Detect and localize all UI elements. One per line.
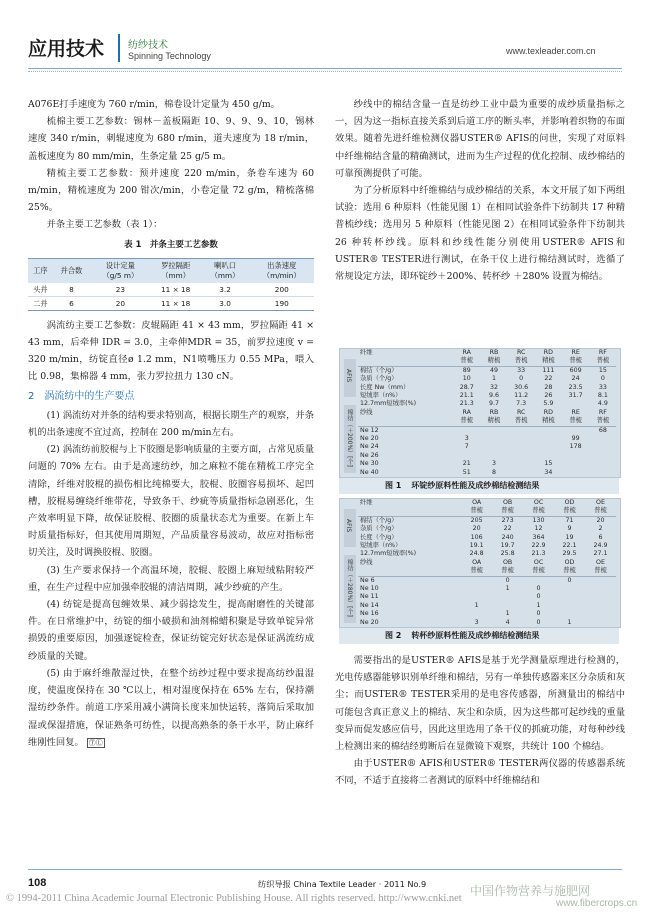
table-header: 设计定量 （g/5 m） [90, 258, 151, 283]
figure-table-row [358, 602, 616, 610]
figure-table-cell: 普梳 [590, 417, 616, 426]
table-cell: 3.2 [201, 283, 250, 297]
figure-table-row [358, 409, 616, 417]
figure-table-cell: 9.7 [488, 400, 499, 408]
figure-table-cell [554, 585, 585, 593]
figure-table-cell: RD [543, 349, 554, 356]
figure-table-cell [585, 610, 616, 618]
watermark: 中国作物营养与施肥网 [470, 884, 591, 898]
table-cell: 头并 [28, 283, 53, 297]
figure-table-cell: 22 [544, 375, 553, 383]
figure-table-cell: 普梳 [554, 567, 585, 576]
header-dotted-rule [28, 71, 622, 72]
paragraph: (4) 纺锭是提高包缠效果、减少弱捻发生，提高耐磨性的关键部件。在日常维护中，纺锭的细小破损和油剂棉蜡积聚是导致单锭异常损毁的重要原因，加强逐锭检查，保证纺锭完好状态是保证涡流纺成纱质量的关键。 [28, 599, 314, 662]
figure-table-row [358, 375, 616, 383]
figure-table-cell [585, 576, 616, 585]
figure-table-cell: 普梳 [561, 417, 589, 426]
figure-table-cell: 精梳 [535, 417, 561, 426]
figure-table-cell: 普梳 [554, 507, 585, 516]
figure-table-cell: Ne 16 [360, 610, 379, 618]
figure-table-cell: 杂质（个/g） [360, 525, 398, 533]
table-cell: 11 × 18 [151, 283, 201, 297]
figure-table-row [358, 435, 616, 443]
figure-table-row [358, 507, 616, 516]
figure-table-cell [461, 593, 492, 601]
figure-table-row [358, 525, 616, 533]
figure-table-cell [561, 460, 589, 468]
figure-table-row [358, 534, 616, 542]
figure-table-row [358, 619, 616, 627]
paragraph: (2) 涡流纺前胶棍与上下胶圈是影响质量的主要方面，占常见质量问题的 70% 左右。由于是高速纺纱，加之麻粒不能在精梳工序完全清除，纤维对胶棍的损伤相比纯棉要大，胶棍、胶圈容易损坏、起凹槽，胶棍易缠绕纤维带花，导致条干、纱疵等质量指标急剧恶化，生产效率明显下降，故保证胶棍、胶圈的质量状态尤为重要。在新上车时质量指标好，但其使用周期短，产品质量容易波动，故应对指标密切关注，及时调换胶棍、胶圈。 [28, 444, 314, 559]
figure-table-cell: 9.6 [488, 392, 499, 400]
figure-table-cell: 0 [505, 576, 510, 584]
table-cell: 11 × 18 [151, 296, 201, 310]
figure-table-cell: 精梳 [481, 357, 507, 366]
figure-table-cell: 24 [571, 375, 580, 383]
figure-table-cell: RB [489, 349, 499, 356]
figure-table-row [358, 469, 616, 477]
table-header: 罗拉隔距 （mm） [151, 258, 201, 283]
figure-table-cell: RA [462, 349, 471, 356]
figure-caption-text: 环锭纱原料性能及成纱棉结检测结果 [411, 481, 540, 490]
figure-table-cell: 普梳 [523, 507, 554, 516]
figure-table-cell: 106 [470, 533, 483, 541]
figure-table-cell: 49 [489, 366, 498, 374]
column-title-cn: 纺纱技术 [128, 40, 168, 51]
figure-table-cell: 30.6 [514, 383, 529, 391]
table-cell: 200 [250, 283, 314, 297]
figure-number: 图 2 [385, 631, 402, 640]
paragraph: 并条主要工艺参数（表 1）： [46, 219, 163, 231]
figure-table-cell: OA [472, 499, 482, 506]
figure-table-cell [507, 443, 535, 451]
figure-table-cell: 25.8 [500, 550, 515, 558]
figure-table-cell: Ne 26 [360, 451, 379, 459]
table-header: 工序 [28, 258, 53, 283]
figure-table-cell [561, 426, 589, 435]
figure-table-cell: 33 [517, 366, 526, 374]
figure-table-cell [523, 576, 554, 585]
figure-table-cell [461, 576, 492, 585]
figure-table-row [358, 576, 616, 585]
figure-table-cell [554, 610, 585, 618]
figure-table-cell [535, 452, 561, 460]
figure-table-cell: 3 [474, 618, 479, 626]
figure-number: 图 1 [385, 481, 402, 490]
footer-rule [28, 869, 622, 870]
figure-table-row [358, 610, 616, 618]
figure-table-cell [585, 585, 616, 593]
figure-table-cell: 普梳 [461, 567, 492, 576]
figure-table-cell: 178 [569, 443, 582, 451]
figure-table-cell: 普梳 [492, 507, 523, 516]
figure-table-cell: 29.5 [562, 550, 577, 558]
table-header: 并合数 [53, 258, 90, 283]
figure-table-cell [561, 400, 589, 408]
figure-table-row [358, 426, 616, 435]
figure-table-cell [590, 452, 616, 460]
figure-table-cell: RF [598, 349, 607, 356]
figure-table-cell: 12.7mm短绒率(%) [360, 400, 417, 408]
figure-table-cell: 3 [464, 435, 469, 443]
figure-1-table [358, 349, 616, 478]
figure-table-cell: 21 [462, 460, 471, 468]
figure-table-cell: Ne 12 [360, 426, 379, 434]
figure-table-cell: 长度（个/g） [360, 533, 398, 541]
figure-table-cell: 130 [532, 516, 545, 524]
yarn-band-label: 棉结（＋280%）[个] [346, 559, 353, 617]
figure-table-cell [481, 443, 507, 451]
figure-table-cell: 普梳 [585, 567, 616, 576]
figure-table-cell: 31.7 [568, 392, 583, 400]
figure-table-cell: 杂质（个/g） [360, 375, 398, 383]
figure-table-cell: 7.3 [516, 400, 527, 408]
figure-table-cell: RE [571, 408, 580, 416]
figure-table-cell [590, 443, 616, 451]
figure-table-row [358, 499, 616, 507]
figure-table-cell [461, 585, 492, 593]
afis-band-label: AFIS [345, 519, 352, 533]
figure-1 [339, 348, 621, 478]
figure-table-cell: 51 [462, 468, 471, 476]
figure-table-cell: 普梳 [561, 357, 589, 366]
figure-table-cell: OE [596, 558, 605, 566]
figure-table-cell: 68 [598, 426, 607, 434]
figure-2-table [358, 499, 616, 628]
figure-table-cell [507, 435, 535, 443]
figure-table-cell [554, 602, 585, 610]
figure-table-cell: 4 [505, 618, 510, 626]
figure-table-cell: 1 [505, 585, 510, 593]
figure-table-cell: 普梳 [523, 567, 554, 576]
figure-table-cell: Ne 20 [360, 435, 379, 443]
figure-table-cell: 普梳 [590, 357, 616, 366]
table-cell: 190 [250, 296, 314, 310]
figure-table-cell: 99 [571, 435, 580, 443]
figure-table-cell: Ne 14 [360, 601, 379, 609]
figure-table-cell: 纱线 [360, 558, 373, 566]
figure-table-cell: 27.1 [593, 550, 608, 558]
table-cell: 二并 [28, 296, 53, 310]
figure-table-cell: 1 [505, 610, 510, 618]
figure-table-cell: OB [502, 499, 513, 506]
figure-table-cell: 纱线 [360, 408, 373, 416]
figure-table-cell: Ne 20 [360, 618, 379, 626]
table-row [28, 283, 314, 297]
figure-table-cell: 19 [565, 533, 574, 541]
figure-table-cell [492, 593, 523, 601]
figure-table-cell: 32 [489, 383, 498, 391]
table-cell: 3.0 [201, 296, 250, 310]
figure-table-cell [481, 452, 507, 460]
figure-table-cell: 28.7 [459, 383, 474, 391]
figure-table-cell: 棉结（个/g） [360, 366, 398, 374]
figure-table-cell: 20 [596, 516, 605, 524]
figure-table-cell: OE [596, 499, 605, 506]
watermark-url: www.fibercrops.cn [556, 898, 638, 909]
figure-table-cell: 21.1 [459, 392, 474, 400]
figure-table-cell: 0 [600, 375, 605, 383]
figure-table-cell: 棉结（个/g） [360, 516, 398, 524]
figure-table-cell: 11.2 [514, 392, 529, 400]
figure-table-cell: 长度 Nw（mm） [360, 383, 410, 391]
paragraph: A076E打手速度为 760 r/min，棉卷设计定量为 450 g/m。 [28, 99, 280, 110]
paragraph: 为了分析原料中纤维棉结与成纱棉结的关系，本文开展了如下两组试验：选用 6 种原料（性能见图 1）在相同试验条件下纺制共 17 种精普梳纱线；选用另 5 种原料（性能见图 2）在相同试验条件下纺制共 26 种转杯纱线。原料和纱线性能分别使用USTER® AFIS和USTER® TESTER进行测试，在条干仪上进行棉结测试时，选循了常规设定方法，即环锭纱＋200%、转杯纱 ＋280% 设置为棉结。 [335, 185, 625, 283]
figure-table-cell: RB [489, 408, 499, 416]
figure-table-cell: 609 [569, 366, 582, 374]
paragraph: 涡流纺主要工艺参数：皮辊隔距 41 × 43 mm，罗拉隔距 41 × 43 mm，后牵伸 IDR = 3.0，主牵伸MDR = 35，前罗拉速度 v = 320 m/min，纺锭直径ø 1.2 mm，N1喷嘴压力 0.55 MPa，喂入比 0.98，集棉器 4 mm，张力罗拉扭力 130 cN。 [28, 319, 314, 383]
figure-table-cell: 短绒率（n%） [360, 542, 402, 550]
figure-table-cell [358, 567, 461, 576]
figure-table-cell: 12.7mm短绒率(%) [360, 550, 417, 558]
figure-table-row [358, 559, 616, 567]
table-row [28, 296, 314, 310]
figure-table-cell [590, 460, 616, 468]
figure-table-cell: 普梳 [453, 417, 481, 426]
figure-table-cell: 纤维 [360, 499, 373, 506]
figure-table-row [358, 400, 616, 408]
figure-table-cell: 22 [503, 525, 512, 533]
figure-table-cell: 0 [519, 375, 524, 383]
figure-table-cell: 240 [501, 533, 514, 541]
figure-table-row [358, 567, 616, 576]
figure-table-cell: 21.3 [459, 400, 474, 408]
end-mark: ⓉⓁ [88, 738, 103, 747]
figure-table-cell [358, 507, 461, 516]
figure-table-cell: RE [571, 349, 580, 356]
figure-table-cell: 22.9 [531, 542, 546, 550]
figure-table-cell [507, 469, 535, 477]
figure-table-cell: RC [516, 408, 526, 416]
paragraph-text: (5) 由于麻纤维散湿过快，在整个纺纱过程中要求提高纺纱温湿度，使温度保持在 30 ℃以上，相对湿度保持在 65% 左右，保持潮湿纺纱条件。前道工序采用减小满筒长度来加快运转，落筒后采取加湿或保湿措施，保证熟条可纺性，以提高熟条的条干水平，防止麻纤维刚性回复。 [28, 667, 314, 748]
figure-table-cell [481, 435, 507, 443]
figure-table-cell: 15 [598, 366, 607, 374]
header-rule [28, 68, 622, 69]
figure-table-cell: 8.1 [597, 392, 608, 400]
figure-table-row [358, 460, 616, 468]
figure-table-cell [561, 452, 589, 460]
figure-table-row [358, 366, 616, 375]
table-caption: 表 1 并条主要工艺参数 [124, 239, 218, 250]
figure-table-cell: RD [543, 408, 554, 416]
page-number: 108 [28, 877, 47, 889]
figure-table-cell [453, 452, 481, 460]
right-column-bottom [335, 652, 625, 790]
paragraph [28, 665, 314, 752]
figure-table-cell [492, 602, 523, 610]
header-separator [118, 34, 120, 62]
table-header: 喇叭口 （mm） [201, 258, 250, 283]
figure-table-cell: 0 [567, 576, 572, 584]
figure-table-cell: 5.9 [543, 400, 554, 408]
afis-band-label: AFIS [345, 369, 352, 383]
figure-table-cell: 15 [544, 460, 553, 468]
table-cell: 8 [53, 283, 90, 297]
figure-table-cell: 10 [462, 375, 471, 383]
figure-2-caption [339, 628, 619, 644]
right-column-top [335, 96, 625, 285]
figure-table-cell: 19.7 [500, 542, 515, 550]
table-cell: 6 [53, 296, 90, 310]
left-column [28, 96, 314, 752]
figure-table-cell: 24.8 [469, 550, 484, 558]
figure-table-cell: 111 [542, 366, 555, 374]
figure-table-cell: 9 [567, 525, 572, 533]
figure-table-cell [590, 435, 616, 443]
figure-table-cell: 1 [474, 601, 479, 609]
figure-table-cell: 21.3 [531, 550, 546, 558]
figure-table-row [358, 550, 616, 558]
table-header: 出条速度 （m/min） [250, 258, 314, 283]
figure-table-cell [590, 469, 616, 477]
figure-table-cell: Ne 10 [360, 585, 379, 593]
figure-table-cell: OD [564, 499, 575, 506]
journal-name: 纺织导报 China Textile Leader · 2011 No.9 [258, 879, 427, 889]
copyright-line: © 1994-2011 China Academic Journal Electronic Publishing House. All rights reserved. http://www.cnki.net [6, 893, 462, 904]
table-cell: 23 [90, 283, 151, 297]
figure-table-cell [585, 602, 616, 610]
figure-table-cell: 28 [544, 383, 553, 391]
figure-table-cell: 33 [598, 383, 607, 391]
figure-table-cell: 1 [491, 375, 496, 383]
figure-table-row [358, 516, 616, 525]
figure-table-cell: 34 [544, 468, 553, 476]
figure-table-cell: 6 [598, 533, 603, 541]
paragraph: 需要指出的是USTER® AFIS是基于光学测量原理进行检测的，光电传感器能够识别单纤维和棉结，另有一单独传感器来区分杂质和灰尘；而USTER® TESTER采用的是电容传感器，所测量出的棉结中可能包含真正意义上的棉结、灰尘和杂质，因为这些都可起纱线的重量变异而促发感应信号，因此这里选用了条干仪的抓疵功能，对每种纱线上检测出来的棉结经剪断后在显微镜下观察，共统计 100 个棉结。 [335, 655, 625, 753]
figure-table-cell: 1 [536, 601, 541, 609]
figure-table-cell: Ne 6 [360, 576, 375, 584]
column-title-en: Spinning Technology [128, 51, 211, 61]
figure-table-cell: 0 [536, 610, 541, 618]
figure-table-cell: OA [472, 558, 482, 566]
figure-table-cell [585, 593, 616, 601]
section-heading: 2 涡流纺中的生产要点 [28, 390, 135, 402]
figure-table-cell: 7 [464, 443, 469, 451]
paragraph: 精梳主要工艺参数：预并速度 220 m/min，条卷车速为 60 m/min，精梳速度为 200 钳次/min，小卷定量 72 g/m，精梳落棉 25%。 [28, 167, 314, 214]
section-title: 应用技术 [28, 38, 105, 60]
figure-table-cell: 205 [470, 516, 483, 524]
table-cell: 20 [90, 296, 151, 310]
figure-table-cell: 26 [544, 392, 553, 400]
figure-table-cell [507, 426, 535, 435]
figure-table-cell: 23.5 [568, 383, 583, 391]
figure-2 [339, 498, 621, 628]
figure-table-cell: 精梳 [535, 357, 561, 366]
figure-table-cell: 普梳 [507, 417, 535, 426]
figure-1-caption [339, 478, 619, 494]
figure-table-cell: 1 [567, 618, 572, 626]
figure-table-cell [561, 469, 589, 477]
figure-table-cell: Ne 40 [360, 468, 379, 476]
figure-table-cell: 2 [598, 525, 603, 533]
figure-table-cell: 普梳 [453, 357, 481, 366]
figure-table-cell: 273 [501, 516, 514, 524]
figure-table-cell: 纤维 [360, 349, 373, 356]
figure-table-cell [507, 452, 535, 460]
figure-table-cell: 普梳 [492, 567, 523, 576]
figure-table-cell: Ne 30 [360, 460, 379, 468]
figure-table-cell: 0 [536, 585, 541, 593]
figure-table-cell: 0 [536, 618, 541, 626]
paragraph: (1) 涡流纺对并条的结构要求特别高，根据长期生产的观察，并条机的出条速度不宜过高，控制在 200 m/min左右。 [28, 409, 314, 439]
figure-caption-text: 转杯纱原料性能及成纱棉结检测结果 [411, 631, 540, 640]
figure-table-cell [585, 619, 616, 627]
figure-table-row [358, 357, 616, 366]
figure-table-cell: RF [598, 408, 607, 416]
yarn-band-label: 棉结（＋200%）[个] [346, 409, 353, 467]
figure-table-cell: 普梳 [461, 507, 492, 516]
figure-table-cell: 22.1 [562, 542, 577, 550]
paragraph: 梳棉主要工艺参数：锡林－盖板隔距 10、9、9、9、10，锡林速度 340 r/min，刺辊速度为 680 r/min，道夫速度为 18 r/min，盖板速度为 80 mm/min，生条定量 25 g/5 m。 [28, 116, 314, 162]
figure-table-cell [535, 426, 561, 435]
figure-table-cell: OB [502, 558, 513, 566]
figure-table-cell: 普梳 [585, 507, 616, 516]
figure-table-cell: 20 [472, 525, 481, 533]
figure-table-cell: 3 [491, 460, 496, 468]
figure-table-cell [535, 443, 561, 451]
figure-table-cell: OC [533, 499, 544, 506]
figure-table-cell: 71 [565, 516, 574, 524]
figure-table-cell: 89 [462, 366, 471, 374]
figure-table-cell: 8 [491, 468, 496, 476]
figure-table-row [358, 443, 616, 451]
figure-table-cell: 24.9 [593, 542, 608, 550]
figure-table-cell: 4.9 [597, 400, 608, 408]
figure-table-cell: OD [564, 558, 575, 566]
figure-table-cell: 19.1 [469, 542, 484, 550]
figure-table-cell: 精梳 [481, 417, 507, 426]
figure-table-row [358, 585, 616, 593]
figure-table-row [358, 593, 616, 601]
paragraph: (3) 生产要求保持一个高温环境，胶辊、胶圈上麻短绒粘附较严重，在生产过程中应加强牵胶辊的清洁周期，减少纱疵的产生。 [28, 564, 314, 593]
figure-table-cell: 0 [536, 593, 541, 601]
figure-table-cell [554, 593, 585, 601]
figure-table-cell: 364 [532, 533, 545, 541]
figure-table-row [358, 417, 616, 426]
paragraph: 由于USTER® AFIS和USTER® TESTER两仪器的传感器系统不同，不适于直接将二者测试的原料中纤维棉结和 [335, 758, 625, 787]
figure-table-cell [535, 435, 561, 443]
figure-table-cell: 12 [534, 525, 543, 533]
figure-table-row [358, 384, 616, 392]
figure-table-cell: RC [516, 349, 526, 356]
figure-table-cell [358, 357, 453, 366]
figure-table-cell [461, 610, 492, 618]
figure-table-cell [507, 460, 535, 468]
figure-table-cell: Ne 11 [360, 593, 379, 601]
figure-table-cell: 普梳 [507, 357, 535, 366]
figure-table-cell: OC [533, 558, 544, 566]
site-url: www.texleader.com.cn [506, 46, 596, 56]
paragraph: 纱线中的棉结含量一直是纺纱工业中最为重要的成纱质量指标之一，因为这一指标直接关系到后道工序的断头率，并影响着织物的布面效果。随着先进纤维检测仪器USTER® AFIS的问世，实现了对原料中纤维棉结含量的精确测试，进而为生产过程的优化控制、成纱棉结的可靠预测提供了可能。 [335, 99, 625, 179]
figure-table-cell [481, 426, 507, 435]
figure-table-cell [358, 417, 453, 426]
figure-table-cell: 短绒率（n%） [360, 392, 402, 400]
figure-table-cell: RA [462, 408, 471, 416]
figure-table-cell: Ne 24 [360, 443, 379, 451]
drawing-params-table [28, 258, 314, 311]
figure-table-cell [453, 426, 481, 435]
figure-table-row [358, 452, 616, 460]
